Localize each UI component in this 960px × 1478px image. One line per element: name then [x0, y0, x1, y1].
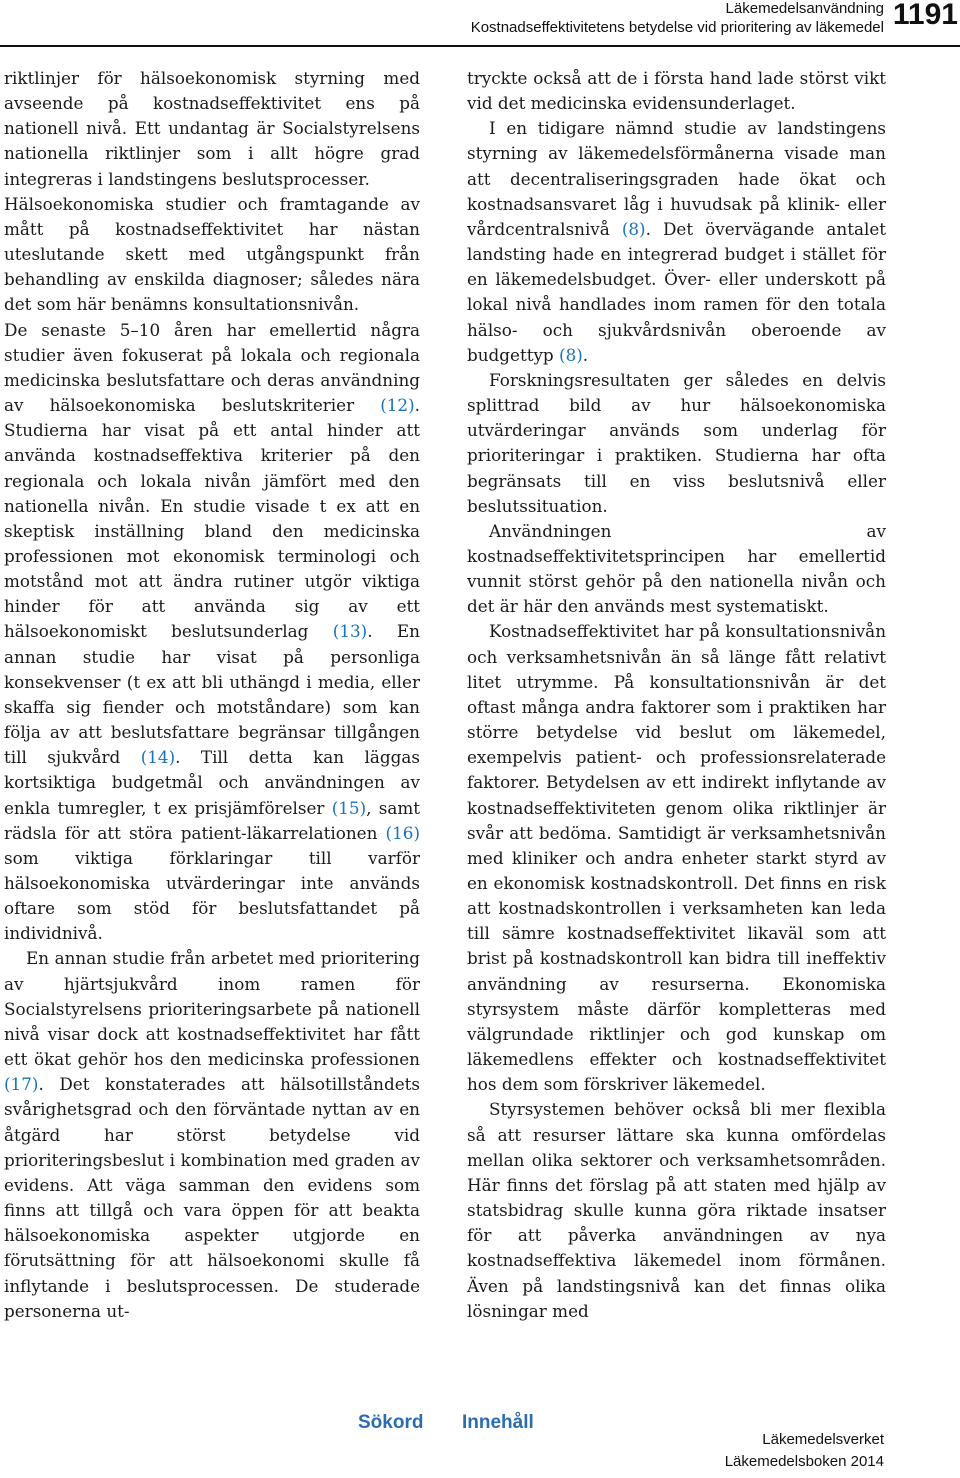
body-text: . [582, 344, 589, 365]
nav-link-innehall[interactable]: Innehåll [462, 1412, 534, 1433]
body-text: De senaste 5–10 åren har emellertid några studier även fokuserat på lokala och regionala medicinska beslutsfattare och deras användning av hälsoekonomiska beslutskriterier [4, 319, 420, 416]
body-text: Styrsystemen behöver också bli mer flexibla så att resurser lättare ska kunna omfördelas mellan olika sektorer och verksamhetsområden. Här finns det förslag på att staten med hjälp av statsbidrag skulle kunna göra riktade insatser för att påverka användningen av nya kostnadseffektiva läkemedel inom förmånen. Även på landstingsnivå kan det finnas olika lösningar med [467, 1099, 886, 1321]
right-column [467, 66, 886, 1324]
paragraph [4, 318, 420, 947]
reference-link[interactable]: (14) [140, 747, 176, 768]
reference-link[interactable]: (8) [559, 344, 583, 365]
body-text: . Studierna har visat på ett antal hinder att använda kostnadseffektiva kriterier på den regionala och lokala nivån jämfört med den nationella nivån. En studie visade t ex att en skeptisk inställning bland den medicinska professionen mot ekonomisk terminologi och motstånd mot att ändra rutiner utgör viktiga hinder för att använda sig av ett hälsoekonomiskt beslutsunderlag [4, 395, 420, 642]
reference-link[interactable]: (12) [380, 395, 415, 416]
reference-link[interactable]: (15) [331, 797, 367, 818]
running-header-title: Läkemedelsanvändning [725, 0, 884, 17]
running-header-subtitle: Kostnadseffektivitetens betydelse vid prioritering av läkemedel [470, 19, 884, 36]
reference-link[interactable]: (8) [621, 218, 646, 239]
body-text: som viktiga förklaringar till varför hälsoekonomiska utvärderingar inte används oftare som stöd för beslutsfattandet på individnivå. [4, 847, 420, 944]
paragraph [467, 368, 886, 519]
header-rule [0, 45, 960, 47]
body-text: , samt rädsla för att störa patient-läkarrelationen [4, 797, 420, 843]
left-column [4, 66, 420, 1324]
page-number: 1191 [892, 0, 958, 31]
paragraph [467, 619, 886, 1097]
body-text: . En annan studie har visat på personliga konsekvenser (t ex att bli uthängd i media, eller skaffa sig fiender och motståndare) som kan följa av att beslutsfattare begränsar tillgången till sjukvård [4, 621, 420, 768]
paragraph [467, 116, 886, 368]
reference-link[interactable]: (13) [332, 621, 368, 642]
body-text: riktlinjer för hälsoekonomisk styrning med avseende på kostnadseffektivitet ens på nationell nivå. Ett undantag är Socialstyrelsens nationella riktlinjer som i allt högre grad integreras i landstingens beslutsprocesser. [4, 68, 420, 189]
body-text: Kostnadseffektivitet har på konsultationsnivån och verksamhetsnivån än så länge fått relativt litet utrymme. På konsultationsnivån är det oftast många andra faktorer som i praktiken har större betydelse vid beslut om läkemedel, exempelvis patient- och professionsrelaterade faktorer. Betydelsen av ett indirekt inflytande av kostnadseffektiviteten genom olika riktlinjer är svår att bedöma. Samtidigt är verksamhetsnivån med kliniker och andra enheter starkt styrd av en ekonomisk kostnadskontroll. Det finns en risk att kostnadskontrollen i verksamheten kan leda till sämre kostnadseffektivitet likaväl som att brist på kostnadskontroll kan bidra till ineffektiv användning av resurserna. Ekonomiska styrsystem måste därför kompletteras med välgrundade riktlinjer och god kunskap om läkemedlens effekter och kostnadseffektivitet hos dem som förskriver läkemedel. [467, 621, 886, 1095]
paragraph [4, 946, 420, 1323]
paragraph [467, 519, 886, 620]
footer-book-title: Läkemedelsboken 2014 [724, 1453, 884, 1470]
footer-publisher: Läkemedelsverket [762, 1431, 884, 1448]
body-text: I en tidigare nämnd studie av landstingens styrning av läkemedelsförmånerna visade man att decentraliseringsgraden hade ökat och kostnadsansvaret låg i huvudsak på klinik- eller vårdcentralsnivå [467, 118, 886, 239]
body-text: Användningen av kostnadseffektivitetsprincipen har emellertid vunnit störst gehör på den nationella nivån och det är här den används mest systematiskt. [467, 520, 886, 617]
paragraph [4, 66, 420, 192]
reference-link[interactable]: (16) [385, 822, 420, 843]
paragraph [4, 192, 420, 318]
paragraph [467, 1097, 886, 1323]
nav-link-sokord[interactable]: Sökord [358, 1412, 424, 1433]
body-text: . Till detta kan läggas kortsiktiga budgetmål och användningen av enkla tumregler, t ex prisjämförelser [4, 747, 420, 818]
body-text: Hälsoekonomiska studier och framtagande av mått på kostnadseffektivitet har nästan uteslutande skett med utgångspunkt från behandling av enskilda diagnoser; således nära det som här benämns konsultationsnivån. [4, 193, 420, 315]
body-text: En annan studie från arbetet med prioritering av hjärtsjukvård inom ramen för Socialstyrelsens prioriteringsarbete på nationell nivå visar dock att kostnadseffektivitet har fått ett ökat gehör hos den medicinska professionen [4, 948, 420, 1070]
body-text: . Det konstaterades att hälsotillståndets svårighetsgrad och den förväntade nyttan av en åtgärd har störst betydelse vid prioriteringsbeslut i kombination med graden av evidens. Att väga samman den evidens som finns att tillgå och vara öppen för att beakta hälsoekonomiska aspekter utgjorde en förutsättning för att hälsoekonomi skulle få inflytande i beslutsprocessen. De studerade personerna ut- [4, 1074, 420, 1321]
reference-link[interactable]: (17) [4, 1074, 39, 1095]
body-text: . Det övervägande antalet landsting hade en integrerad budget i stället för en läkemedelsbudget. Över- eller underskott på lokal nivå handlades inom ramen för den totala hälso- och sjukvårdsnivån oberoende av budgettyp [467, 218, 886, 365]
body-text: Forskningsresultaten ger således en delvis splittrad bild av hur hälsoekonomiska utvärderingar används som underlag för prioriteringar i praktiken. Studierna har ofta begränsats till en viss beslutsnivå eller beslutssituation. [467, 369, 886, 516]
paragraph [467, 66, 886, 116]
body-text: tryckte också att de i första hand lade störst vikt vid det medicinska evidensunderlaget. [467, 68, 886, 114]
